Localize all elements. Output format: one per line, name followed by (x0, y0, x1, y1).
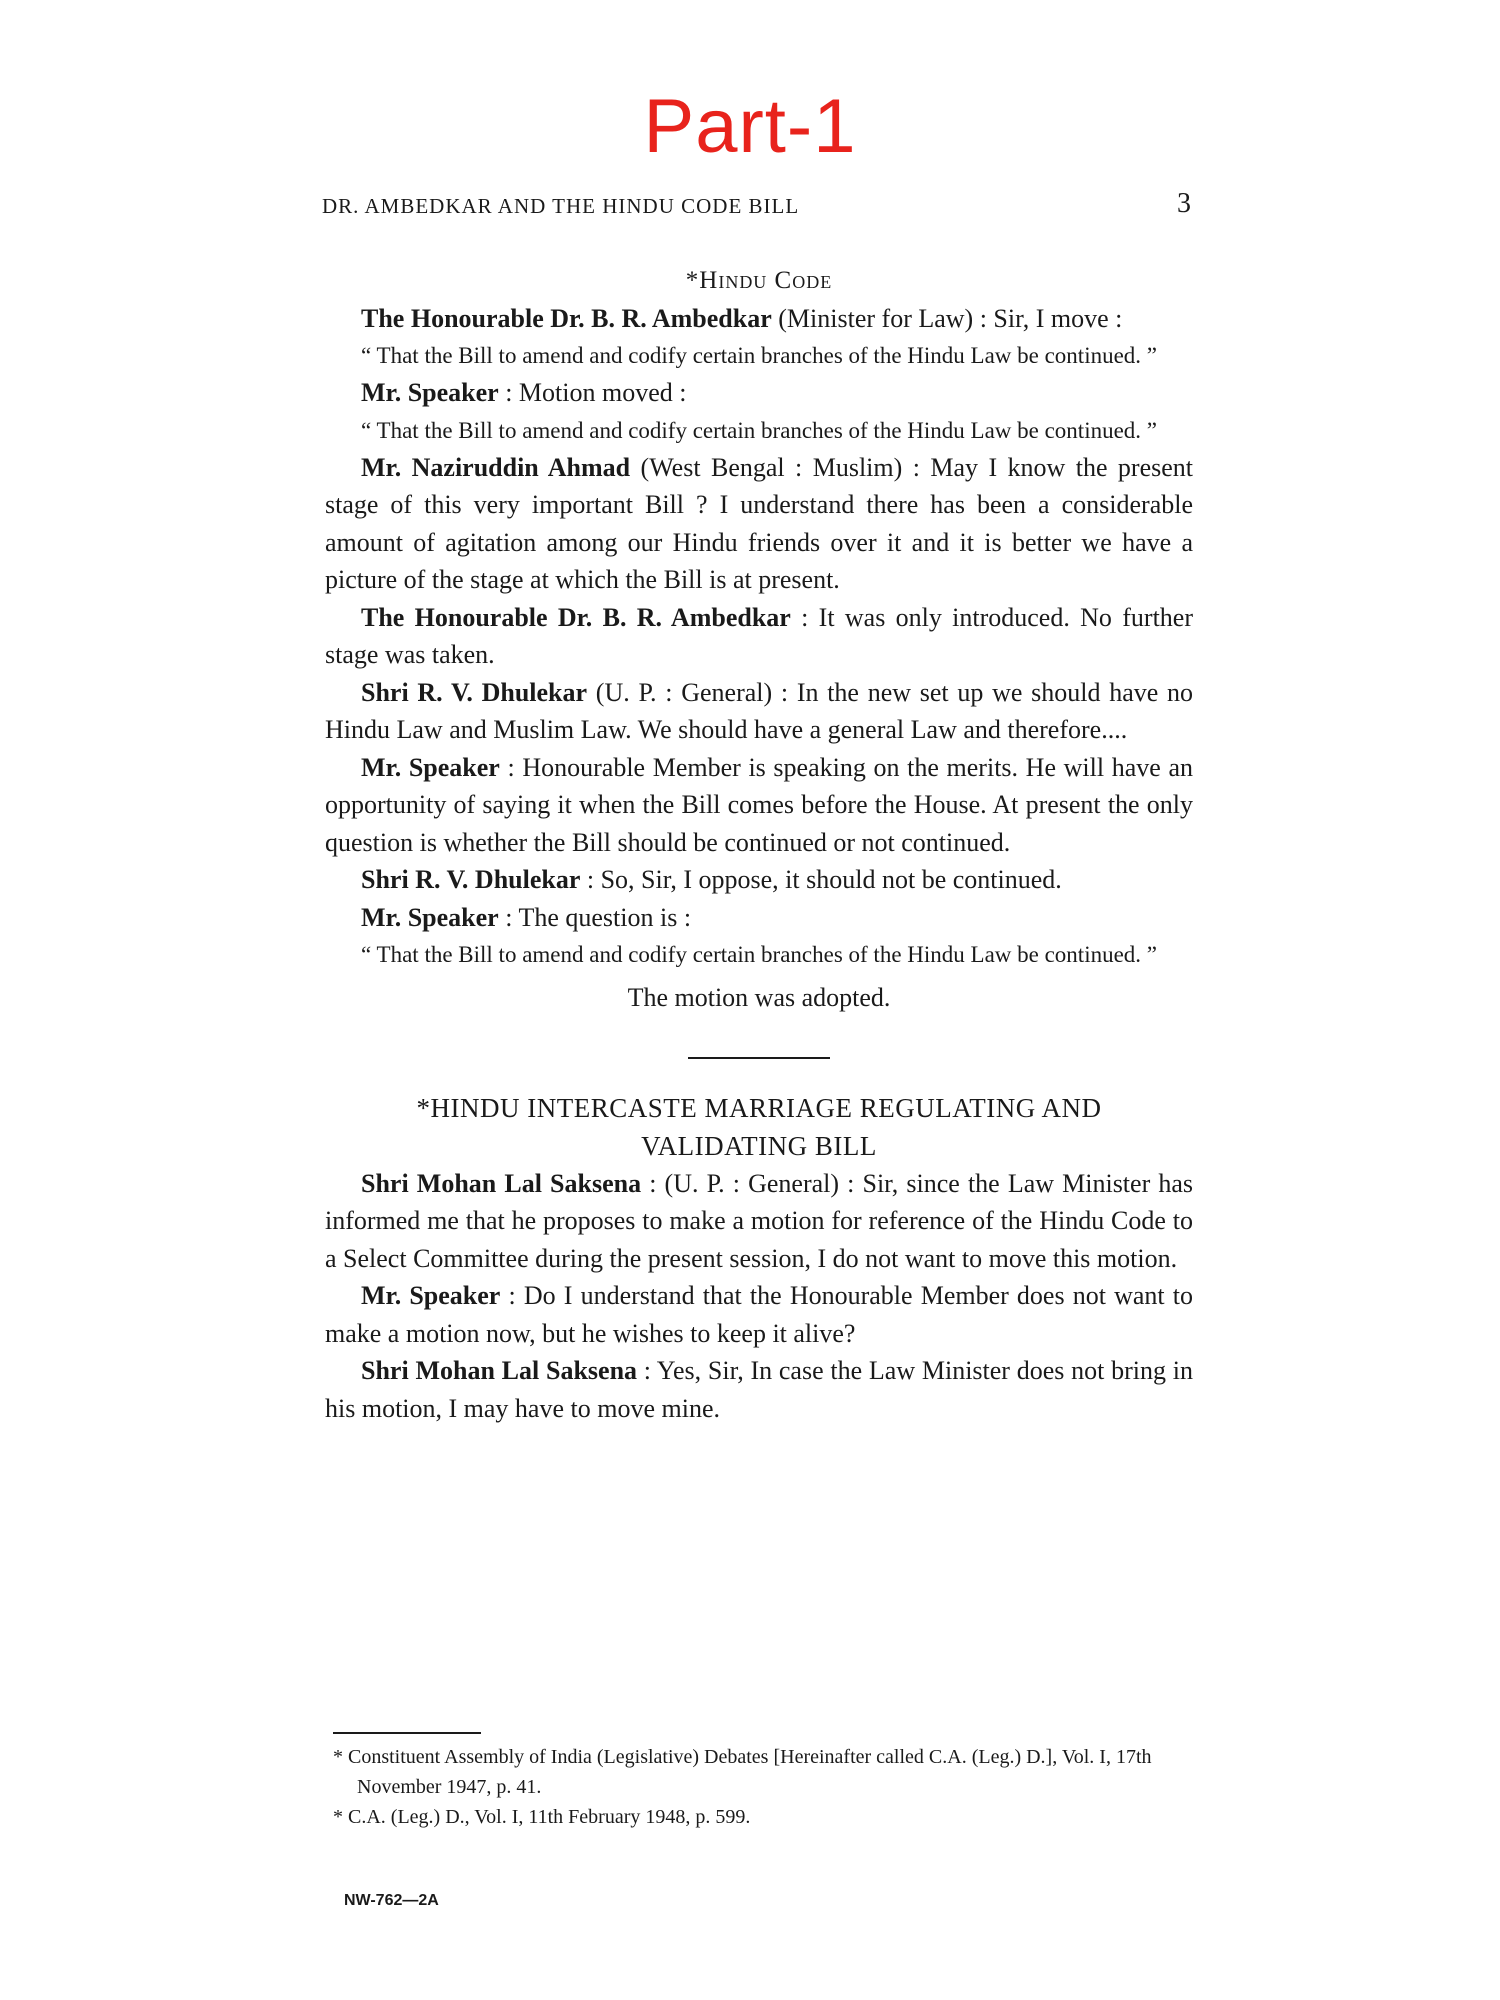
footnote: * Constituent Assembly of India (Legislative) Debates [Hereinafter called C.A. (Leg.) D.], Vol. I, 17th November 1947, p. 41. (333, 1746, 1152, 1798)
paragraph-text: : Do I understand that the Honourable Member does not want to make a motion now, but he wishes to keep it alive? (325, 1281, 1193, 1348)
paragraph-text: : So, Sir, I oppose, it should not be continued. (580, 865, 1062, 894)
quote-text: “ That the Bill to amend and codify certain branches of the Hindu Law be continued. ” (361, 942, 1158, 967)
speaker-name: Shri Mohan Lal Saksena (361, 1168, 642, 1198)
section-title-intercaste (325, 1089, 1193, 1165)
paragraph-text: : The question is : (498, 902, 692, 932)
motion-adopted: The motion was adopted. (627, 983, 891, 1012)
paragraph (325, 1277, 1193, 1352)
speaker-name: Mr. Speaker (361, 1281, 501, 1310)
section-title-line: VALIDATING BILL (641, 1130, 877, 1161)
running-head (322, 188, 1192, 219)
paragraph (325, 1165, 1193, 1278)
quoted-motion (325, 337, 1193, 374)
paragraph (325, 449, 1193, 599)
print-code: NW-762—2A (344, 1892, 439, 1909)
paragraph-text: (West Bengal : Muslim) : May I know the present stage of this very important Bill ? I understand there has been a considerable amount of agitation among our Hindu friends over it and it is better we have a picture of the stage at which the Bill is at present. (325, 452, 1194, 594)
running-title: DR. AMBEDKAR AND THE HINDU CODE BILL (322, 194, 800, 218)
paragraph-text: : It was only introduced. No further stage was taken. (325, 602, 1193, 669)
section-title-hindu-code: *Hindu Code (685, 267, 833, 294)
paragraph-text: (Minister for Law) : Sir, I move : (771, 303, 1123, 333)
speaker-name: Mr. Naziruddin Ahmad (361, 452, 631, 482)
speaker-name: Shri Mohan Lal Saksena (361, 1356, 638, 1385)
footnote-rule (333, 1732, 481, 1734)
page-number: 3 (1177, 188, 1192, 219)
paragraph-text: (U. P. : General) : In the new set up we should have no Hindu Law and Muslim Law. We should have a general Law and therefore.... (325, 677, 1193, 744)
paragraph (325, 674, 1193, 749)
paragraph (325, 374, 1193, 412)
speaker-name: The Honourable Dr. B. R. Ambedkar (361, 602, 791, 632)
paragraph (325, 1352, 1193, 1427)
paragraph (325, 899, 1193, 937)
section-title-line: *HINDU INTERCASTE MARRIAGE REGULATING AND (416, 1092, 1102, 1123)
speaker-name: Mr. Speaker (361, 378, 499, 407)
quoted-motion (325, 412, 1193, 449)
speaker-name: Mr. Speaker (361, 902, 499, 932)
paragraph-text: : Honourable Member is speaking on the merits. He will have an opportunity of saying it when the Bill comes before the House. At present the only question is whether the Bill should be continued or not continued. (325, 752, 1193, 857)
paragraph (325, 749, 1193, 862)
footnotes (333, 1742, 1203, 1832)
paragraph (325, 599, 1193, 674)
quote-text: “ That the Bill to amend and codify certain branches of the Hindu Law be continued. ” (361, 417, 1158, 443)
part-label: Part-1 (643, 84, 857, 169)
paragraph-text: : Yes, Sir, In case the Law Minister does not bring in his motion, I may have to move mine. (325, 1356, 1193, 1423)
speaker-name: Mr. Speaker (361, 752, 500, 782)
paragraph-text: : (U. P. : General) : Sir, since the Law Minister has informed me that he proposes to make a motion for reference of the Hindu Code to a Select Committee during the present session, I do not want to move this motion. (325, 1168, 1193, 1273)
quote-text: “ That the Bill to amend and codify certain branches of the Hindu Law be continued. ” (361, 343, 1158, 368)
section-divider (688, 1057, 830, 1059)
page-body (325, 262, 1193, 1427)
speaker-name: Shri R. V. Dhulekar (361, 865, 581, 894)
paragraph-text: : Motion moved : (498, 378, 687, 407)
speaker-name: The Honourable Dr. B. R. Ambedkar (361, 303, 772, 333)
speaker-name: Shri R. V. Dhulekar (361, 677, 588, 707)
footnote: * C.A. (Leg.) D., Vol. I, 11th February 1948, p. 599. (333, 1806, 751, 1828)
paragraph (325, 861, 1193, 899)
quoted-motion (325, 936, 1193, 973)
paragraph (325, 300, 1193, 338)
